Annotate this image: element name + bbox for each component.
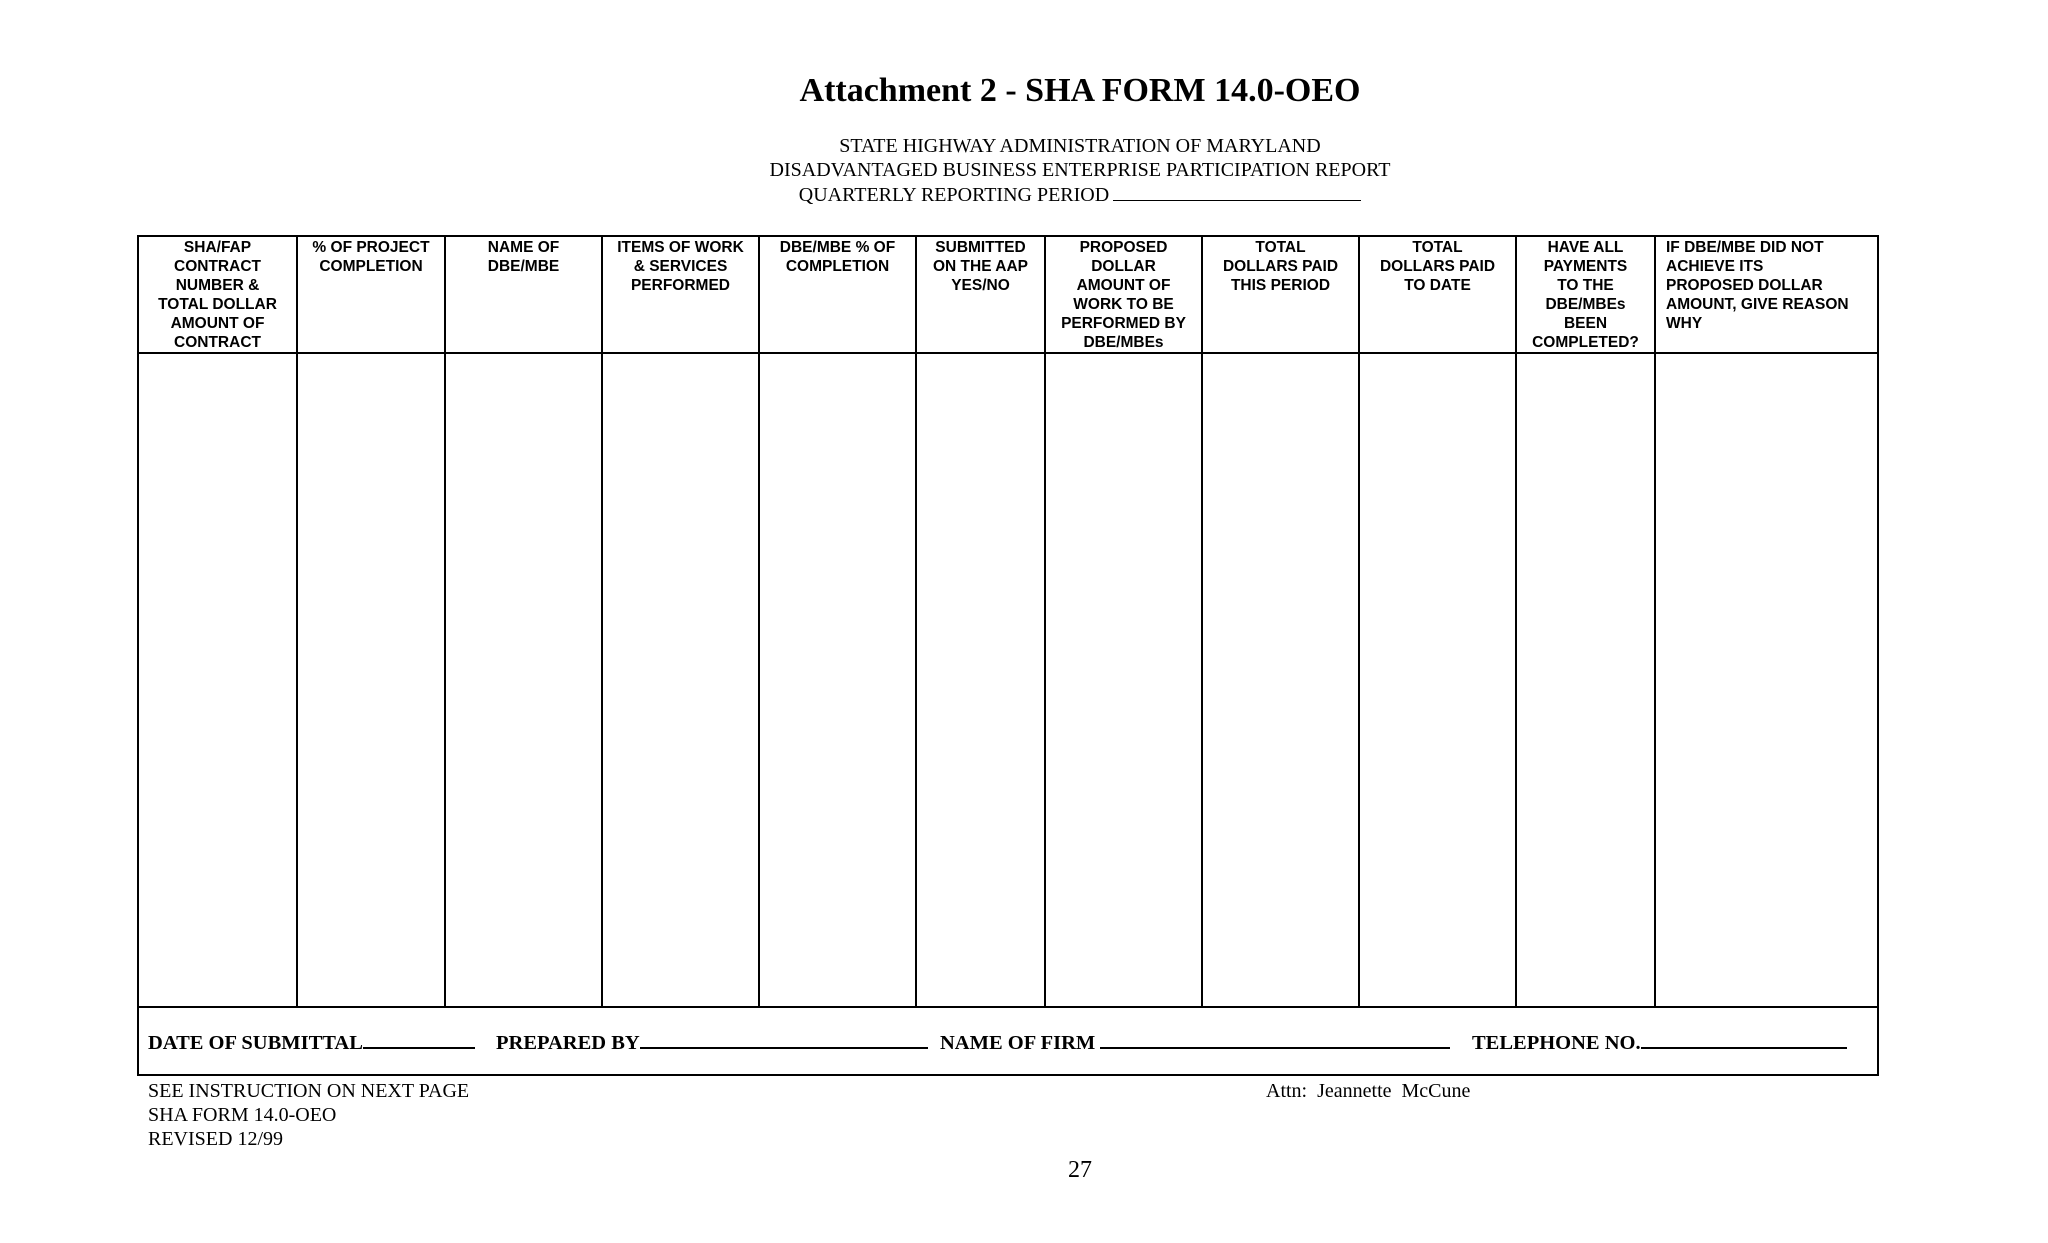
col-header-paid-to-date: TOTAL DOLLARS PAID TO DATE: [1359, 237, 1516, 353]
col-header-contract: SHA/FAP CONTRACT NUMBER & TOTAL DOLLAR AMOUNT OF CONTRACT: [139, 237, 297, 353]
name-of-firm-field[interactable]: [1100, 1027, 1450, 1049]
reporting-period: [0, 182, 2048, 207]
agency-name: STATE HIGHWAY ADMINISTRATION OF MARYLAND: [839, 135, 1321, 157]
table-cell-dbe-completion[interactable]: [759, 353, 916, 1007]
date-of-submittal-field[interactable]: [363, 1027, 475, 1049]
footer-form-id: SHA FORM 14.0-OEO: [148, 1104, 337, 1126]
table-header-row: [139, 237, 1877, 353]
report-form: [137, 235, 1879, 1076]
report-name: DISADVANTAGED BUSINESS ENTERPRISE PARTICIPATION REPORT: [769, 159, 1391, 181]
reporting-period-label: QUARTERLY REPORTING PERIOD: [798, 184, 1110, 206]
col-header-items-of-work: ITEMS OF WORK & SERVICES PERFORMED: [602, 237, 759, 353]
telephone-no: [1472, 1027, 1847, 1055]
name-of-firm-label: NAME OF FIRM: [940, 1032, 1096, 1054]
col-header-submitted-aap: SUBMITTED ON THE AAP YES/NO: [916, 237, 1045, 353]
document-title: Attachment 2 - SHA FORM 14.0-OEO: [799, 72, 1361, 109]
date-of-submittal: [148, 1027, 475, 1055]
table-cell-paid-this-period[interactable]: [1202, 353, 1359, 1007]
reporting-period-field[interactable]: [1113, 182, 1361, 201]
participation-table: [139, 237, 1877, 1008]
table-row: [139, 353, 1877, 1007]
table-cell-reason[interactable]: [1655, 353, 1877, 1007]
col-header-proposed-amount: PROPOSED DOLLAR AMOUNT OF WORK TO BE PERFORMED BY DBE/MBEs: [1045, 237, 1202, 353]
col-header-paid-this-period: TOTAL DOLLARS PAID THIS PERIOD: [1202, 237, 1359, 353]
table-cell-submitted-aap[interactable]: [916, 353, 1045, 1007]
col-header-dbe-completion: DBE/MBE % OF COMPLETION: [759, 237, 916, 353]
footer-notes: [148, 1079, 469, 1151]
table-cell-payments-completed[interactable]: [1516, 353, 1655, 1007]
table-cell-project-completion[interactable]: [297, 353, 445, 1007]
footer-attn: Attn: Jeannette McCune: [1266, 1080, 1471, 1102]
name-of-firm: [940, 1027, 1450, 1055]
telephone-no-field[interactable]: [1641, 1027, 1847, 1049]
footer-revised: REVISED 12/99: [148, 1128, 283, 1150]
page-number: 27: [1068, 1157, 1092, 1183]
col-header-reason: IF DBE/MBE DID NOT ACHIEVE ITS PROPOSED DOLLAR AMOUNT, GIVE REASON WHY: [1655, 237, 1877, 353]
col-header-payments-completed: HAVE ALL PAYMENTS TO THE DBE/MBEs BEEN COMPLETED?: [1516, 237, 1655, 353]
telephone-no-label: TELEPHONE NO.: [1472, 1032, 1641, 1054]
prepared-by-label: PREPARED BY: [496, 1032, 640, 1054]
date-of-submittal-label: DATE OF SUBMITTAL: [148, 1032, 363, 1054]
footer-instruction: SEE INSTRUCTION ON NEXT PAGE: [148, 1080, 470, 1102]
prepared-by-field[interactable]: [640, 1027, 928, 1049]
col-header-dbe-name: NAME OF DBE/MBE: [445, 237, 602, 353]
table-cell-paid-to-date[interactable]: [1359, 353, 1516, 1007]
table-cell-items-of-work[interactable]: [602, 353, 759, 1007]
table-cell-proposed-amount[interactable]: [1045, 353, 1202, 1007]
col-header-project-completion: % OF PROJECT COMPLETION: [297, 237, 445, 353]
table-cell-contract[interactable]: [139, 353, 297, 1007]
table-cell-dbe-name[interactable]: [445, 353, 602, 1007]
prepared-by: [496, 1027, 928, 1055]
